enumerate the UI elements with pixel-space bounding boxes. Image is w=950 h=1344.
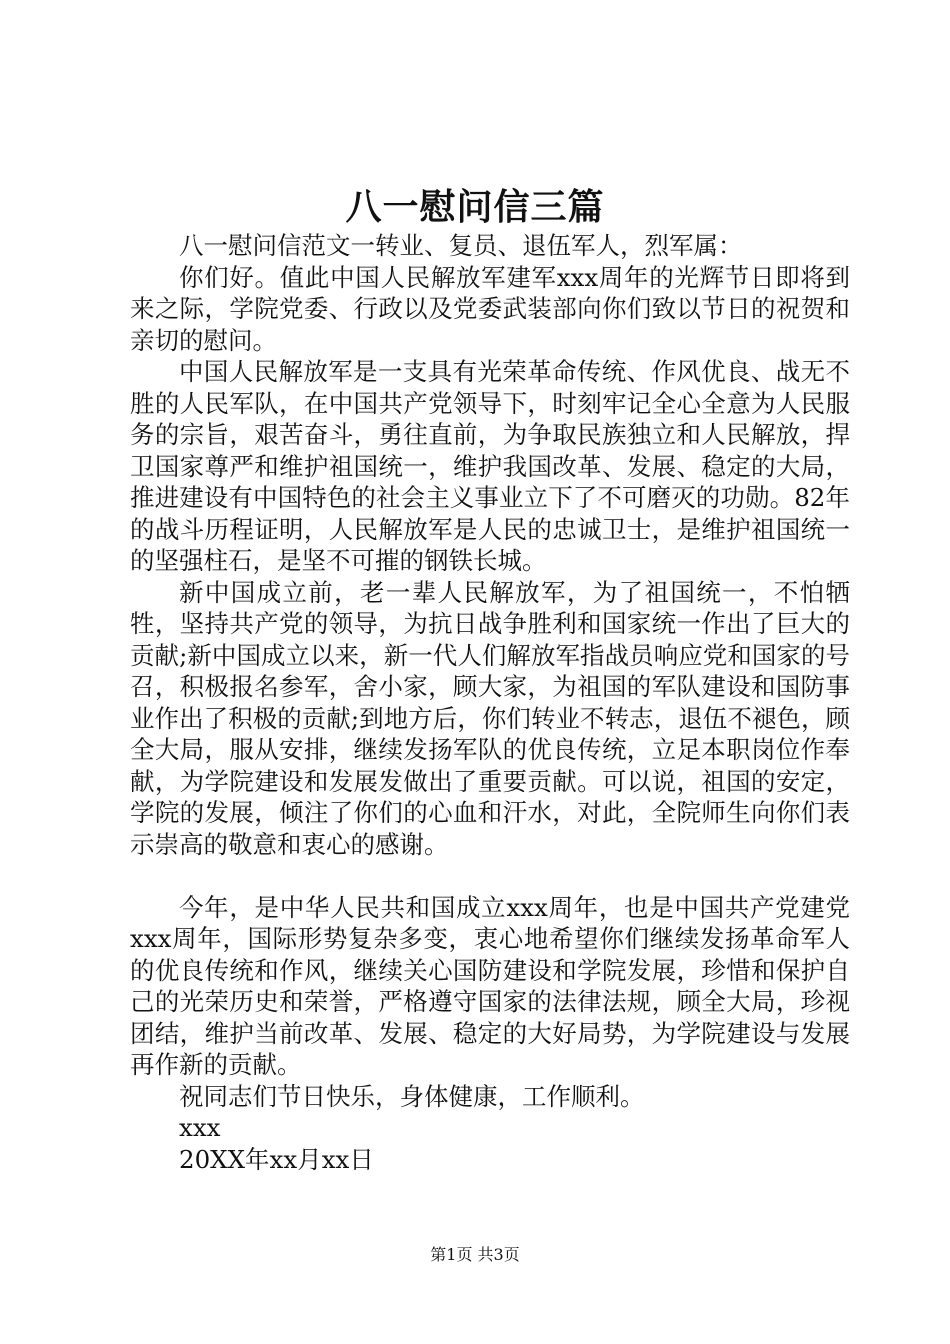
body-paragraph: 今年，是中华人民共和国成立xxx周年，也是中国共产党建党xxx周年，国际形势复杂多变，衷心地希望你们继续发扬革命军人的优良传统和作风，继续关心国防建设和学院发展，珍惜和保护自己的光荣历史和荣誉，严格遵守国家的法律法规，顾全大局，珍视团结，维护当前改革、发展、稳定的大好局势，为学院建设与发展再作新的贡献。 [130,892,850,1079]
body-paragraph: 中国人民解放军是一支具有光荣革命传统、作风优良、战无不胜的人民军队，在中国共产党领导下，时刻牢记全心全意为人民服务的宗旨，艰苦奋斗，勇往直前，为争取民族独立和人民解放，捍卫国家尊严和维护祖国统一，维护我国改革、发展、稳定的大局，推进建设有中国特色的社会主义事业立下了不可磨灭的功勋。82年的战斗历程证明，人民解放军是人民的忠诚卫士，是维护祖国统一的坚强柱石，是坚不可摧的钢铁长城。 [130,357,850,575]
date-line: 20XX年xx月xx日 [179,1144,374,1174]
closing-wishes: 祝同志们节日快乐，身体健康，工作顺利。 [179,1081,645,1111]
letter-body [130,230,850,1175]
salutation: 八一慰问信范文一转业、复员、退伍军人，烈军属： [179,231,743,260]
page-number: 第1页 共3页 [430,1245,520,1264]
document-title: 八一慰问信三篇 [345,186,605,228]
signature: xxx [179,1113,221,1142]
body-paragraph: 新中国成立前，老一辈人民解放军，为了祖国统一，不怕牺牲，坚持共产党的领导，为抗日战争胜利和国家统一作出了巨大的贡献;新中国成立以来，新一代人们解放军指战员响应党和国家的号召，积极报名参军，舍小家，顾大家，为祖国的军队建设和国防事业作出了积极的贡献;到地方后，你们转业不转志，退伍不褪色，顾全大局，服从安排，继续发扬军队的优良传统，立足本职岗位作奉献，为学院建设和发展发做出了重要贡献。可以说，祖国的安定，学院的发展，倾注了你们的心血和汗水，对此，全院师生向你们表示崇高的敬意和衷心的感谢。 [130,577,850,859]
greeting-paragraph: 你们好。值此中国人民解放军建军xxx周年的光辉节日即将到来之际，学院党委、行政以及党委武装部向你们致以节日的祝贺和亲切的慰问。 [130,262,850,355]
